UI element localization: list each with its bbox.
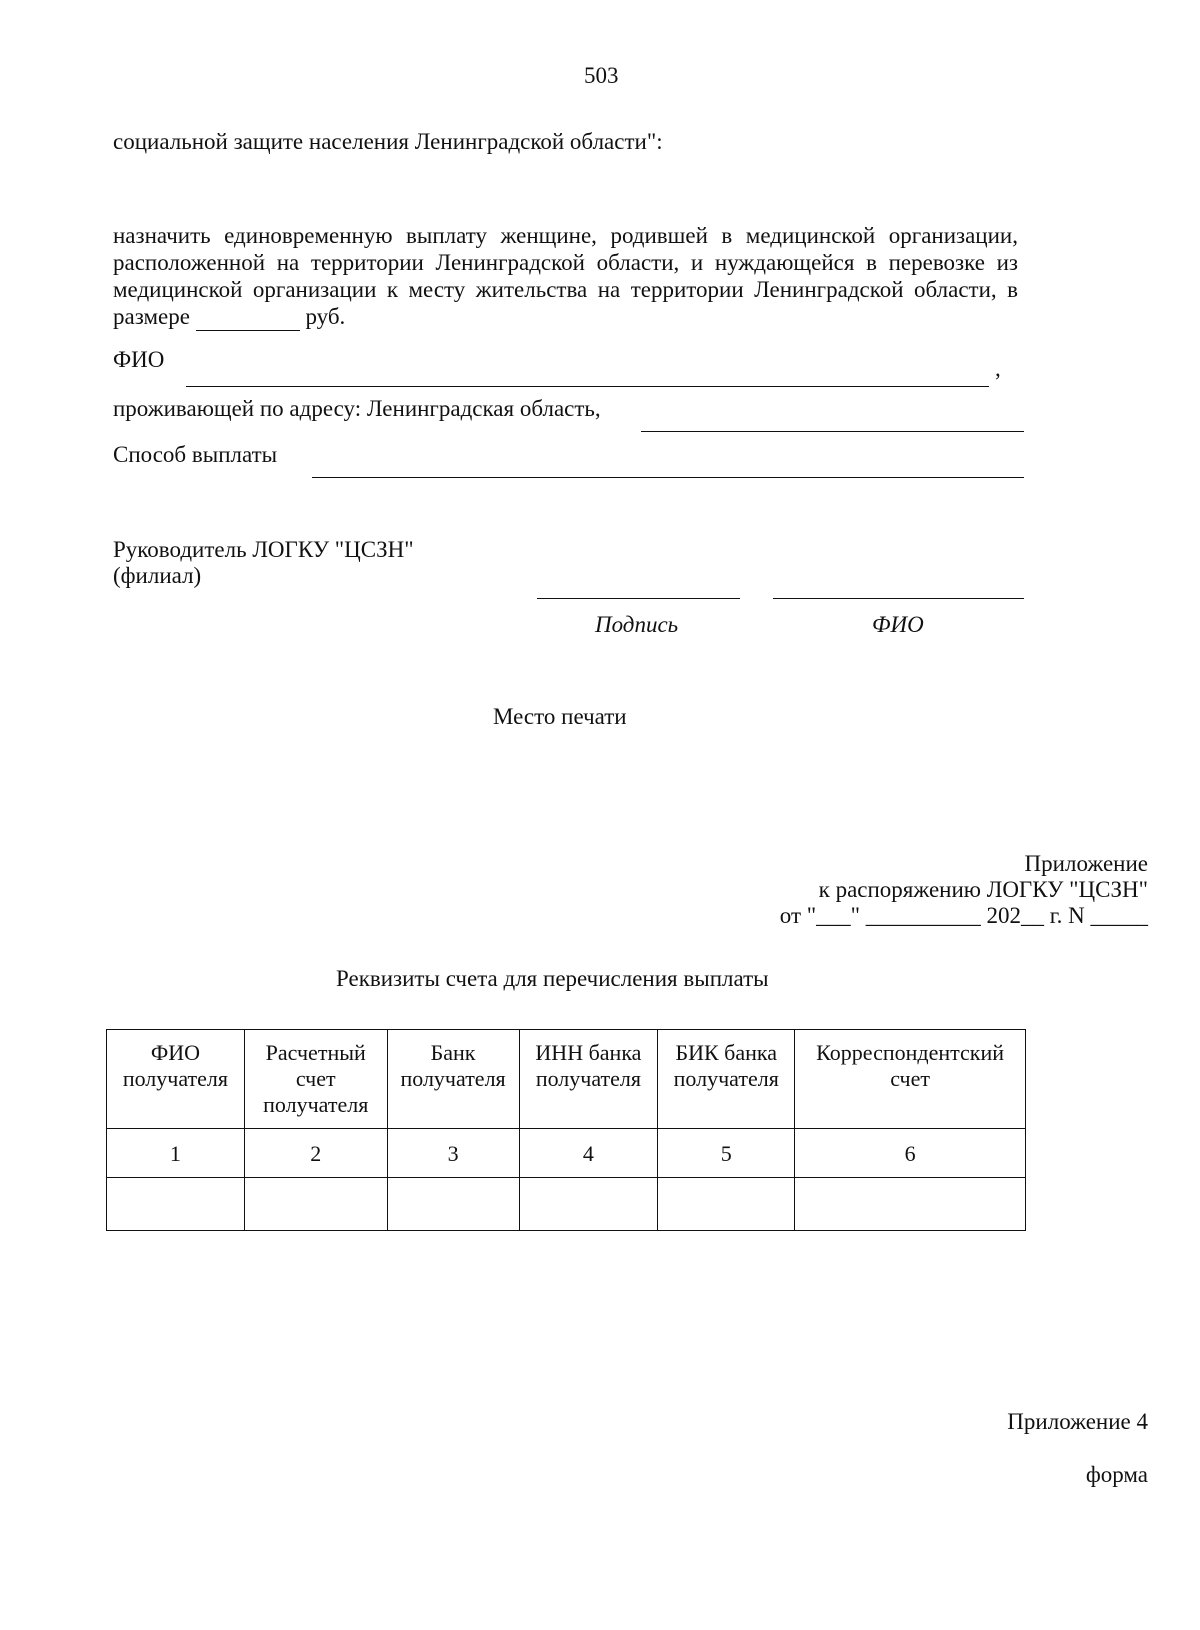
header-recipient-bank: Банк получателя	[387, 1030, 519, 1129]
table-title: Реквизиты счета для перечисления выплаты	[336, 966, 769, 991]
header-recipient-fio: ФИО получателя	[107, 1030, 245, 1129]
payment-method-label: Способ выплаты	[113, 442, 278, 467]
table-number-row	[107, 1129, 1026, 1178]
empty-cell	[107, 1178, 245, 1231]
header-correspondent-account: Корреспондентский счет	[795, 1030, 1026, 1129]
amount-blank	[196, 303, 300, 331]
stamp-place: Место печати	[493, 704, 627, 729]
fio-label: ФИО	[113, 347, 165, 372]
column-number: 1	[107, 1129, 245, 1178]
head-branch: (филиал)	[113, 563, 202, 588]
appendix-date-line: от "___" __________ 202__ г. N _____	[779, 903, 1148, 928]
empty-cell	[795, 1178, 1026, 1231]
empty-cell	[387, 1178, 519, 1231]
appendix-order: к распоряжению ЛОГКУ "ЦСЗН"	[818, 877, 1148, 902]
header-bank-bik: БИК банка получателя	[658, 1030, 795, 1129]
fio-comma: ,	[995, 356, 1001, 381]
table-header-row	[107, 1030, 1026, 1129]
head-title: Руководитель ЛОГКУ "ЦСЗН"	[113, 537, 414, 562]
empty-cell	[244, 1178, 387, 1231]
empty-cell	[658, 1178, 795, 1231]
column-number: 4	[519, 1129, 658, 1178]
decision-paragraph	[113, 222, 1018, 331]
column-number: 5	[658, 1129, 795, 1178]
empty-cell	[519, 1178, 658, 1231]
appendix-4-title: Приложение 4	[1007, 1409, 1148, 1434]
decision-text: назначить единовременную выплату женщине, родившей в медицинской организации, расположенной на территории Ленинградской области, и нуждающейся в перевозке из медицинской организации к месту жительства на территории Ленинградской области, в размере	[113, 223, 1018, 329]
head-fio-line	[773, 598, 1024, 599]
currency-label: руб.	[305, 304, 346, 329]
header-bank-inn: ИНН банка получателя	[519, 1030, 658, 1129]
address-label: проживающей по адресу: Ленинградская область,	[113, 396, 601, 421]
signature-line	[537, 598, 740, 599]
column-number: 6	[795, 1129, 1026, 1178]
intro-line: социальной защите населения Ленинградской области":	[113, 129, 663, 154]
header-settlement-account: Расчетный счет получателя	[244, 1030, 387, 1129]
appendix-title: Приложение	[1024, 851, 1148, 876]
table-empty-row	[107, 1178, 1026, 1231]
address-blank-line	[641, 431, 1024, 432]
payment-method-blank-line	[312, 477, 1024, 478]
account-details-table	[106, 1029, 1026, 1231]
form-label: форма	[1085, 1462, 1148, 1487]
column-number: 2	[244, 1129, 387, 1178]
page-number: 503	[584, 63, 619, 88]
fio-blank-line	[186, 386, 989, 387]
signature-caption: Подпись	[595, 612, 679, 637]
column-number: 3	[387, 1129, 519, 1178]
fio-caption: ФИО	[872, 612, 924, 637]
